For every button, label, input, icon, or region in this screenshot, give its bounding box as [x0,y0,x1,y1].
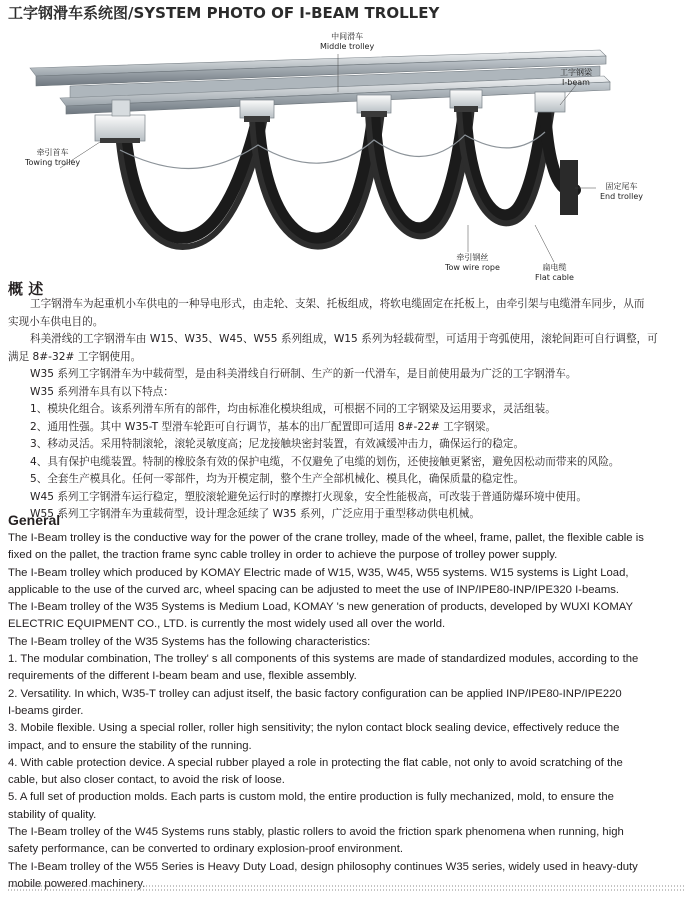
general-line: 2. Versatility. In which, W35-T trolley can adjust itself, the basic factory configuration can be applied INP/IPE80-INP/IPE220 [8,687,622,700]
general-line: ELECTRIC EQUIPMENT CO., LTD. is currently the most widely used all over the world. [8,618,446,631]
flat-cable [118,105,575,247]
general-line: The I-Beam trolley of the W35 Systems has the following characteristics: [8,635,371,648]
tow-wire-rope [120,132,545,169]
overview-line: 满足 8#-32# 工字钢使用。 [8,350,142,363]
label-end-trolley: 固定尾车 End trolley [600,182,643,201]
general-heading: General [8,512,61,528]
label-towing-trolley: 牵引首车 Towing trolley [25,148,81,167]
overview-text [8,296,686,524]
general-line: impact, and to ensure the stability of the running. [8,739,252,752]
general-line: requirements of the different I-beam beam and use, flexible assembly. [8,670,357,683]
overview-line: W35 系列滑车具有以下特点： [30,385,174,398]
label-tow-wire-rope: 牵引钢丝 Tow wire rope [445,253,500,272]
overview-line: 3、移动灵活。采用特制滚轮，滚轮灵敏度高；尼龙接触块密封装置，有效减缓冲击力，确保运行的稳定。 [30,438,525,450]
overview-heading: 概 述 [8,280,44,298]
general-text [8,530,690,893]
general-line: The I-Beam trolley which produced by KOMAY Electric made of W15, W35, W45, W55 systems. W15 systems is Light Load, [8,566,629,579]
general-line: The I-Beam trolley of the W35 Systems is Medium Load, KOMAY 's new generation of products, developed by WUXI KOMAY [8,601,634,614]
general-line: 5. A full set of production molds. Each parts is custom mold, the entire production is fully mechanized, mold, to ensure the [8,791,614,804]
label-i-beam: 工字钢梁 I-beam [560,68,592,87]
general-line: The I-Beam trolley of the W45 Systems runs stably, plastic rollers to avoid the friction spark phenomena when running, high [8,826,624,839]
general-line: 1. The modular combination, The trolley' s all components of this systems are made of standardized modules, according to the [8,653,639,666]
middle-trolley-1 [240,100,274,122]
general-line: fixed on the pallet, the traction frame sync cable trolley in order to achieve the purpose of trolley power supply. [8,549,558,562]
overview-line: 工字钢滑车为起重机小车供电的一种导电形式，由走轮、支架、托板组成，将软电缆固定在托板上，由牵引架与电缆滑车同步，从而 [30,298,645,310]
overview-line: 2、通用性强。其中 W35-T 型滑车轮距可自行调节，基本的出厂配置即可适用 8#-22# 工字钢梁。 [30,420,497,433]
general-line: applicable to the use of the curved arc, wheel spacing can be adjusted to meet the use of INP/IPE80-INP/IPE320 I-beams. [8,583,620,596]
label-flat-cable: 扁电缆 Flat cable [535,263,574,282]
general-line: stability of quality. [8,808,97,821]
overview-line: W55 系列工字钢滑车为重载荷型，设计理念延续了 W35 系列，广泛应用于重型移动供电机械。 [30,508,480,520]
overview-line: W35 系列工字钢滑车为中载荷型，是由科美滑线自行研制、生产的新一代滑车，是目前使用最为广泛的工字钢滑车。 [30,368,577,380]
overview-line: 实现小车供电目的。 [8,315,104,328]
page-title: 工字钢滑车系统图/SYSTEM PHOTO OF I-BEAM TROLLEY [8,4,440,22]
system-photo [0,20,693,285]
general-line: 4. With cable protection device. A special rubber played a role in protecting the flat cable, not only to avoid scratching of the [8,756,623,769]
overview-line: 科美滑线的工字钢滑车由 W15、W35、W45、W55 系列组成，W15 系列为轻载荷型，可适用于弯弧使用，滚轮间距可自行调整，可 [30,333,658,345]
middle-trolley-2 [357,95,391,117]
general-line: The I-Beam trolley is the conductive way for the power of the crane trolley, made of the wheel, frame, pallet, the flexible cable is [8,532,644,544]
overview-line: W45 系列工字钢滑车运行稳定，塑胶滚轮避免运行时的摩擦打火现象，安全性能极高，可改装于普通防爆环境中使用。 [30,490,588,503]
overview-line: 1、模块化组合。该系列滑车所有的部件，均由标准化模块组成，可根据不同的工字钢梁及运用要求，灵活组装。 [30,403,556,415]
general-line: mobile powered machinery. [8,877,146,890]
general-line: cable, but also closer contact, to avoid the risk of loose. [8,774,285,787]
overview-line: 4、具有保护电缆装置。特制的橡胶条有效的保护电缆，不仅避免了电缆的划伤，还使接触更紧密，避免因松动而带来的风险。 [30,455,620,468]
middle-trolley-3 [450,90,482,112]
bottom-divider [8,884,685,892]
overview-line: 5、全套生产模具化。任何一零部件，均为开模定制，整个生产全部机械化、模具化，确保质量的稳定性。 [30,473,525,485]
general-line: 3. Mobile flexible. Using a special roller, roller high sensitivity; the nylon contact block sealing device, effectively reduce the [8,722,620,735]
general-line: The I-Beam trolley of the W55 Series is Heavy Duty Load, design philosophy continues W35 series, widely used in heavy-duty [8,860,638,873]
general-line: safety performance, can be converted to ordinary explosion-proof environment. [8,843,403,856]
general-line: I-beams girder. [8,704,84,717]
label-middle-trolley: 中间滑车 Middle trolley [320,32,375,51]
